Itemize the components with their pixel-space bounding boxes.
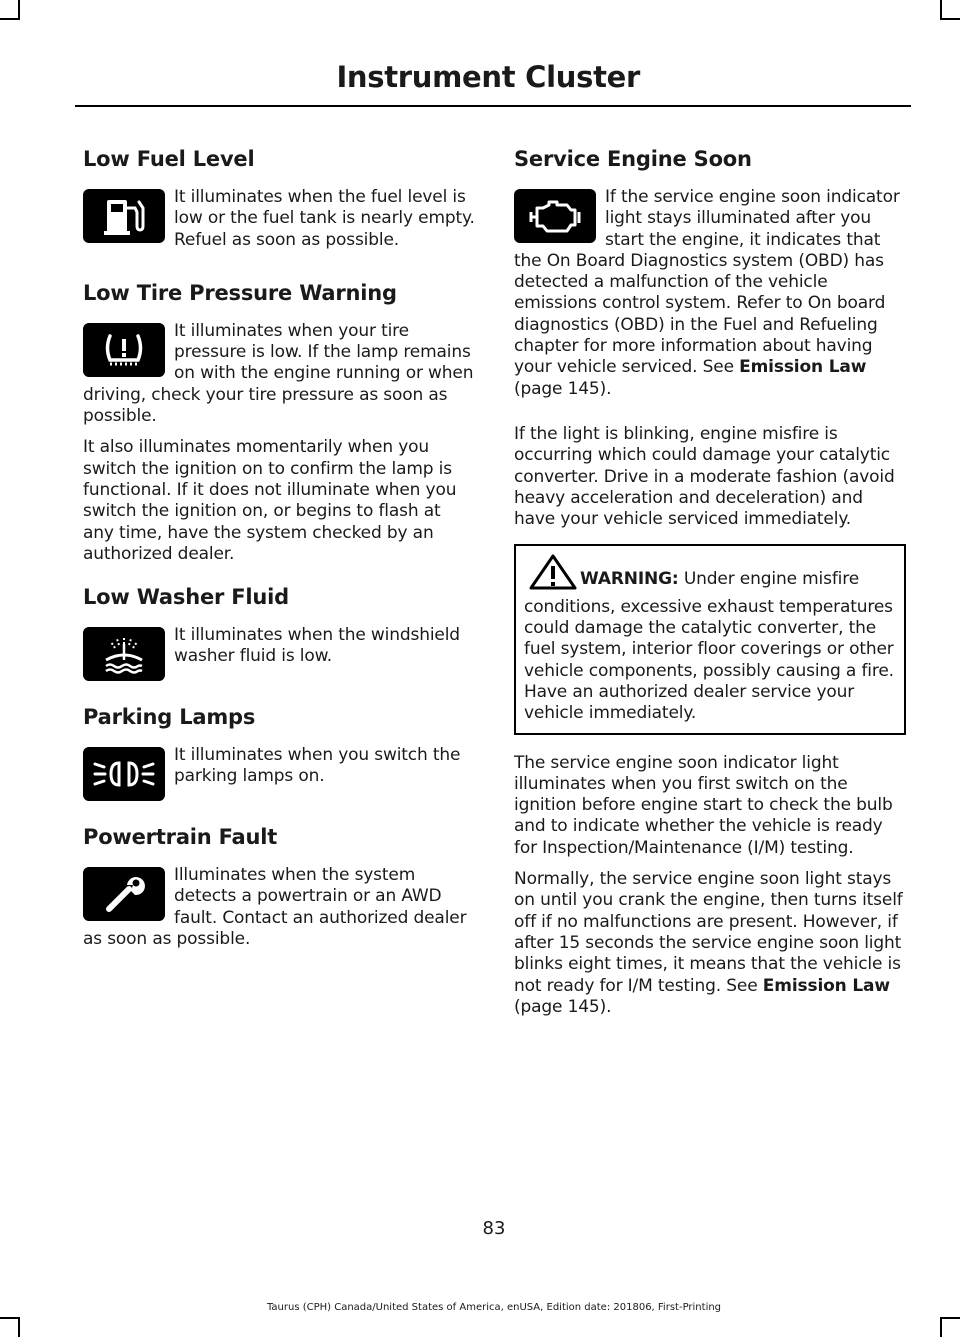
tire-pressure-icon [83, 323, 165, 377]
text-span: Normally, the service engine soon light stays on until you crank the engine, then turns itself off if no malfunctions are present. However, if after 15 seconds the service engine soon light blinks eight times, it means that the vehicle is not ready for I/M testing. See [514, 869, 903, 996]
text-span: If the service engine soon indicator light stays illuminated after you start the engine, it indicates that the On Board Diagnostics system (OBD) has detected a malfunction of the vehicle emissions control system. Refer to On board diagnostics (OBD) in the Fuel and Refueling chapter for more information about having your vehicle serviced. See [514, 187, 900, 378]
section-text: It illuminates when the fuel level is low or the fuel tank is nearly empty. Refuel as soon as possible. [174, 187, 475, 250]
footer-edition: Taurus (CPH) Canada/United States of America, enUSA, Edition date: 201806, First-Printing [266, 1302, 722, 1313]
crop-mark [940, 0, 942, 20]
page-title: Instrument Cluster [336, 60, 640, 94]
section-text: It illuminates when your tire pressure is low. If the lamp remains on with the engine running or when driving, check your tire pressure as soon as possible. [83, 320, 474, 427]
section-title: Parking Lamps [83, 705, 256, 730]
emission-law-link[interactable]: Emission Law [762, 975, 890, 996]
warning-label: WARNING: [580, 569, 679, 590]
section-text: The service engine soon indicator light illuminates when you first switch on the ignition before engine start to check the bulb and to indicate whether the vehicle is ready for Inspection/Maintenance (I/M) testing. [514, 752, 893, 858]
page-number: 83 [482, 1218, 506, 1239]
left-column [83, 145, 475, 978]
engine-icon [514, 189, 596, 243]
section-title: Service Engine Soon [514, 147, 752, 171]
warning-triangle-icon [528, 554, 578, 596]
section-powertrain-fault [83, 823, 475, 960]
crop-mark [18, 0, 20, 20]
crop-mark [0, 18, 20, 20]
header-divider [75, 105, 911, 107]
section-service-engine-soon [514, 145, 906, 1018]
section-title: Low Fuel Level [83, 147, 255, 171]
fuel-pump-icon [83, 189, 165, 243]
page-ref: (page 145). [514, 378, 612, 399]
section-text: It illuminates when you switch the parking lamps on. [174, 745, 461, 787]
emission-law-link[interactable]: Emission Law [739, 357, 867, 378]
section-text: It also illuminates momentarily when you switch the ignition on to confirm the lamp is functional. If it does not illuminate when you switch the ignition on, or begins to flash at any time, have the system checked by an authorized dealer. [83, 437, 457, 564]
section-washer-fluid [83, 583, 475, 685]
warning-text [524, 554, 896, 724]
crop-mark [940, 1317, 942, 1337]
wrench-icon [83, 867, 165, 921]
section-title: Low Washer Fluid [83, 585, 289, 610]
section-title: Low Tire Pressure Warning [83, 280, 397, 305]
section-text: It illuminates when the windshield washer fluid is low. [174, 625, 460, 667]
section-text [514, 869, 906, 1018]
section-tire-pressure [83, 279, 475, 565]
right-column [514, 145, 906, 1036]
washer-fluid-icon [83, 627, 165, 681]
page-ref: (page 145). [514, 996, 612, 1017]
crop-mark [940, 18, 960, 20]
section-low-fuel [83, 145, 475, 261]
warning-body: Under engine misfire conditions, excessive exhaust temperatures could damage the catalytic converter, the fuel system, interior floor coverings or other vehicle components, possibly causing a fire. Have an authorized dealer service your vehicle immediately. [524, 569, 894, 724]
section-text: If the light is blinking, engine misfire is occurring which could damage your catalytic converter. Drive in a moderate fashion (avoid heavy acceleration and deceleration) and have your vehicle serviced immediately. [514, 423, 895, 530]
crop-mark [18, 1317, 20, 1337]
warning-box [514, 544, 906, 734]
parking-lamps-icon [83, 747, 165, 801]
section-title: Powertrain Fault [83, 825, 278, 850]
section-text: Illuminates when the system detects a powertrain or an AWD fault. Contact an authorized dealer as soon as possible. [83, 865, 467, 950]
crop-mark [940, 1317, 960, 1319]
crop-mark [0, 1317, 20, 1319]
section-parking-lamps [83, 703, 475, 805]
